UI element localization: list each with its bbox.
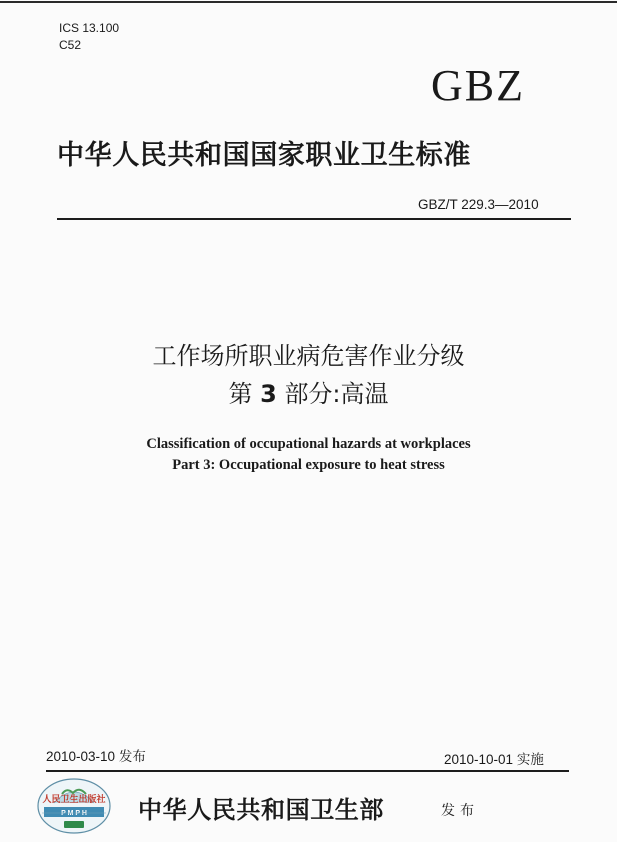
implement-date: 2010-10-01 (444, 752, 514, 767)
publisher-name: 中华人民共和国卫生部 (138, 795, 384, 824)
issue-label: 发布 (118, 749, 146, 764)
ics-code: ICS 13.100 (59, 21, 120, 35)
series-mark: GBZ (431, 61, 525, 110)
title-part-suffix: 部分:高温 (284, 380, 389, 408)
title-chinese-line2 (0, 378, 617, 410)
title-english-line1: Classification of occupational hazards at workplaces (146, 436, 471, 452)
publish-label: 发布 (441, 803, 479, 819)
issue-date: 2010-03-10 (46, 749, 116, 764)
publisher-logo (36, 777, 112, 835)
issue-date-block (46, 748, 146, 766)
title-chinese-line1: 工作场所职业病危害作业分级 (152, 342, 465, 370)
logo-text: 人民卫生出版社 (42, 795, 106, 805)
footer-divider (46, 770, 569, 772)
classification-code: C52 (59, 38, 82, 52)
logo-stamp (64, 821, 84, 828)
issuer-title: 中华人民共和国国家职业卫生标准 (57, 140, 471, 171)
implement-date-block (444, 751, 544, 769)
title-part-prefix: 第 (228, 380, 253, 408)
title-english-line2: Part 3: Occupational exposure to heat stress (172, 457, 445, 473)
implement-label: 实施 (516, 752, 544, 767)
logo-letters: P M P H (61, 810, 87, 817)
standard-number: GBZ/T 229.3—2010 (418, 197, 539, 212)
title-part-number: 3 (260, 380, 277, 408)
top-border-line (0, 1, 617, 3)
header-divider (57, 218, 571, 220)
